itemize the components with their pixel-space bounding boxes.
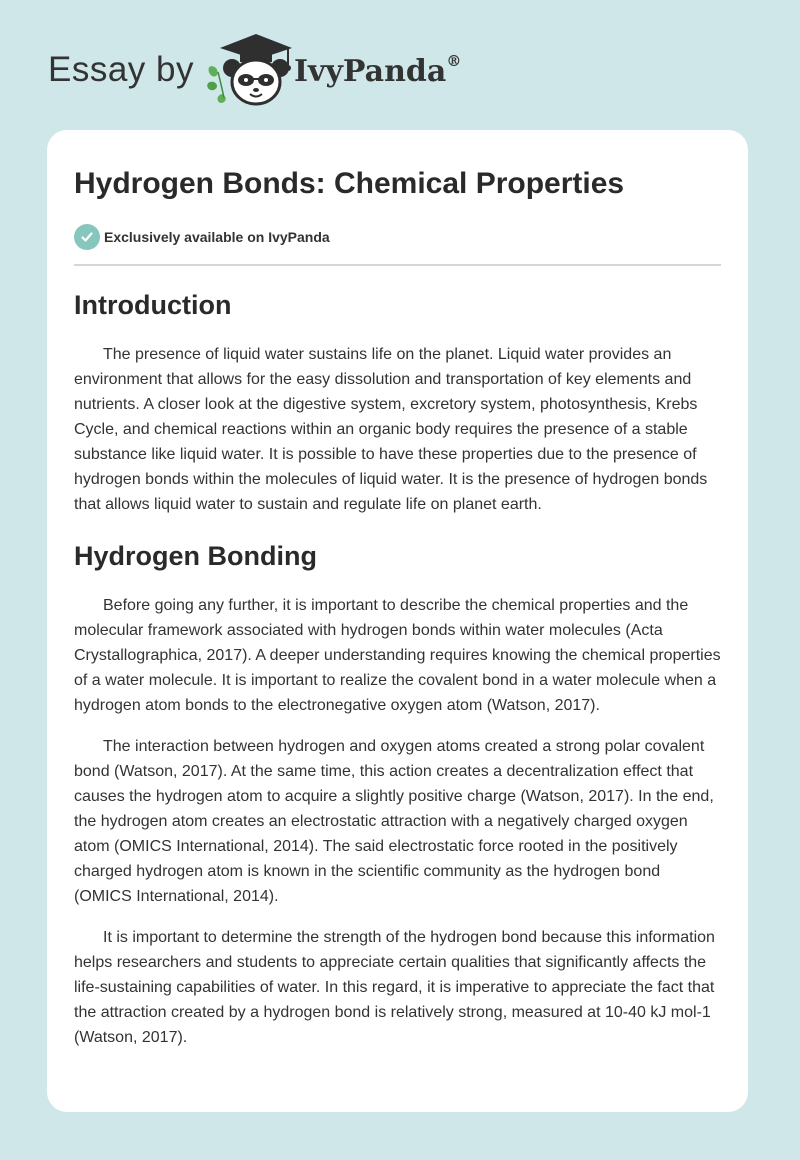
essay-by-label: Essay by xyxy=(48,50,194,89)
section-heading-hydrogen-bonding: Hydrogen Bonding xyxy=(74,541,317,571)
paragraph: The interaction between hydrogen and oxygen atoms created a strong polar covalent bond (Watson, 2017). At the same time, this action creates a decentralization effect that causes the hydrogen atom to acquire a slightly positive charge (Watson, 2017). In the end, the hydrogen atom creates an electrostatic attraction with a negatively charged oxygen atom (OMICS International, 2014). The said electrostatic force rooted in the positively charged hydrogen atom is known in the scientific community as the hydrogen bond (OMICS International, 2014). xyxy=(74,738,714,905)
site-header xyxy=(48,28,648,118)
section-heading-introduction: Introduction xyxy=(74,290,232,320)
paragraph: Before going any further, it is important to describe the chemical properties and the molecular framework associated with hydrogen bonds within water molecules (Acta Crystallographica, 2017). A deeper understanding requires knowing the chemical properties of a water molecule. It is important to realize the covalent bond in a water molecule when a hydrogen atom bonds to the electronegative oxygen atom (Watson, 2017). xyxy=(74,597,721,714)
check-circle-icon xyxy=(74,224,100,250)
title-divider xyxy=(74,264,721,266)
exclusive-badge xyxy=(74,224,721,250)
panda-graduate-icon[interactable] xyxy=(200,28,300,108)
badge-label: Exclusively available on IvyPanda xyxy=(104,229,330,245)
paragraph: It is important to determine the strength of the hydrogen bond because this information helps researchers and students to appreciate certain qualities that significantly affects the life-sustaining capabilities of water. In this regard, it is imperative to appreciate the fact that the attraction created by a hydrogen bond is relatively strong, measured at 10-40 kJ mol-1 (Watson, 2017). xyxy=(74,929,715,1046)
brand-name[interactable]: IvyPanda® xyxy=(294,52,462,89)
page-title: Hydrogen Bonds: Chemical Properties xyxy=(74,167,625,200)
paragraph: The presence of liquid water sustains life on the planet. Liquid water provides an environment that allows for the easy dissolution and transportation of key elements and nutrients. A closer look at the digestive system, excretory system, photosynthesis, Krebs Cycle, and chemical reactions within an organic body requires the presence of a stable substance like liquid water. It is possible to have these properties due to the presence of hydrogen bonds within the molecules of liquid water. It is the presence of hydrogen bonds that allows liquid water to sustain and regulate life on planet earth. xyxy=(74,346,708,513)
article-card xyxy=(47,130,748,1112)
